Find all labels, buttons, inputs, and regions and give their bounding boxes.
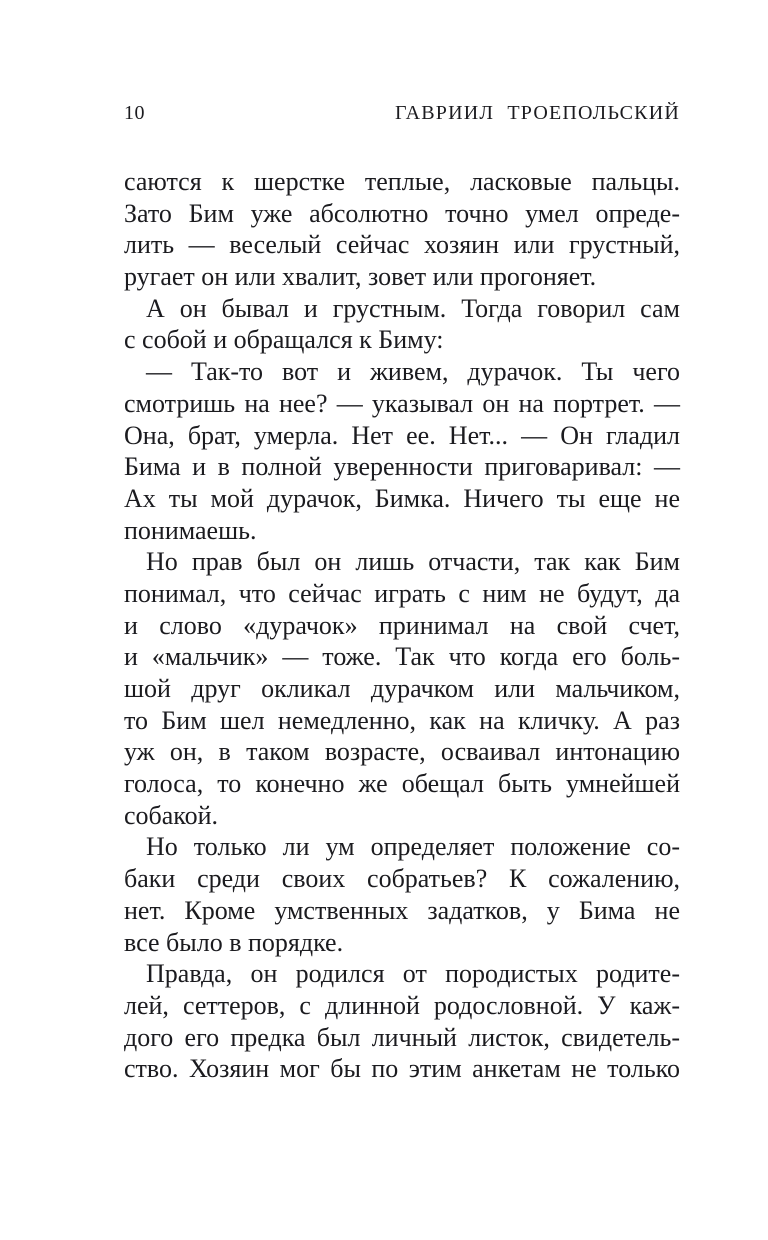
text-line: понимаешь.	[124, 515, 257, 545]
text-line: ругает он или хвалит, зовет или прогоняет.	[124, 262, 597, 292]
text-line: Она, брат, умерла. Нет ее. Нет... — Он гладил	[124, 420, 680, 450]
text-line: шой друг окликал дурачком или мальчиком,	[124, 674, 680, 703]
text-line: Бима и в полной уверенности приговаривал: —	[124, 452, 680, 482]
text-line: Ах ты мой дурачок, Бимка. Ничего ты еще не	[124, 483, 680, 513]
text-line: баки среди своих собратьев? К сожалению,	[124, 864, 680, 894]
text-line: А он бывал и грустным. Тогда говорил сам	[146, 293, 680, 323]
page-number: 10	[124, 102, 145, 124]
text-line: — Так-то вот и живем, дурачок. Ты чего	[146, 357, 680, 387]
text-line: Правда, он родился от породистых родите-	[146, 959, 680, 989]
text-line: то Бим шел немедленно, как на кличку. А раз	[124, 705, 680, 735]
text-line: и слово «дурачок» принимал на свой счет,	[124, 610, 680, 640]
text-line: голоса, то конечно же обещал быть умнейшей	[124, 769, 680, 799]
page-text	[124, 166, 680, 1085]
text-line: дого его предка был личный листок, свидетель-	[124, 1022, 680, 1052]
text-line: Но прав был он лишь отчасти, так как Бим	[146, 547, 680, 577]
text-line: саются к шерстке теплые, ласковые пальцы.	[124, 167, 680, 196]
text-line: собакой.	[124, 800, 219, 830]
running-title-author: ГАВРИИЛ ТРОЕПОЛЬСКИЙ	[395, 102, 680, 124]
text-line: нет. Кроме умственных задатков, у Бима не	[124, 895, 680, 925]
text-line: все было в порядке.	[124, 927, 344, 957]
text-line: лей, сеттеров, с длинной родословной. У каж-	[124, 990, 680, 1020]
running-header	[124, 101, 680, 125]
text-line: лить — веселый сейчас хозяин или грустный,	[124, 230, 680, 260]
text-line: смотришь на нее? — указывал он на портрет. —	[124, 388, 680, 418]
text-line: Но только ли ум определяет положение со-	[146, 832, 680, 862]
text-line: и «мальчик» — тоже. Так что когда его боль-	[124, 642, 680, 672]
text-line: с собой и обращался к Биму:	[124, 325, 444, 355]
text-line: ство. Хозяин мог бы по этим анкетам не только	[124, 1054, 680, 1084]
text-line: Зато Бим уже абсолютно точно умел опреде-	[124, 198, 680, 228]
text-line: уж он, в таком возрасте, осваивал интонацию	[124, 737, 680, 767]
text-line: понимал, что сейчас играть с ним не будут, да	[124, 578, 680, 608]
